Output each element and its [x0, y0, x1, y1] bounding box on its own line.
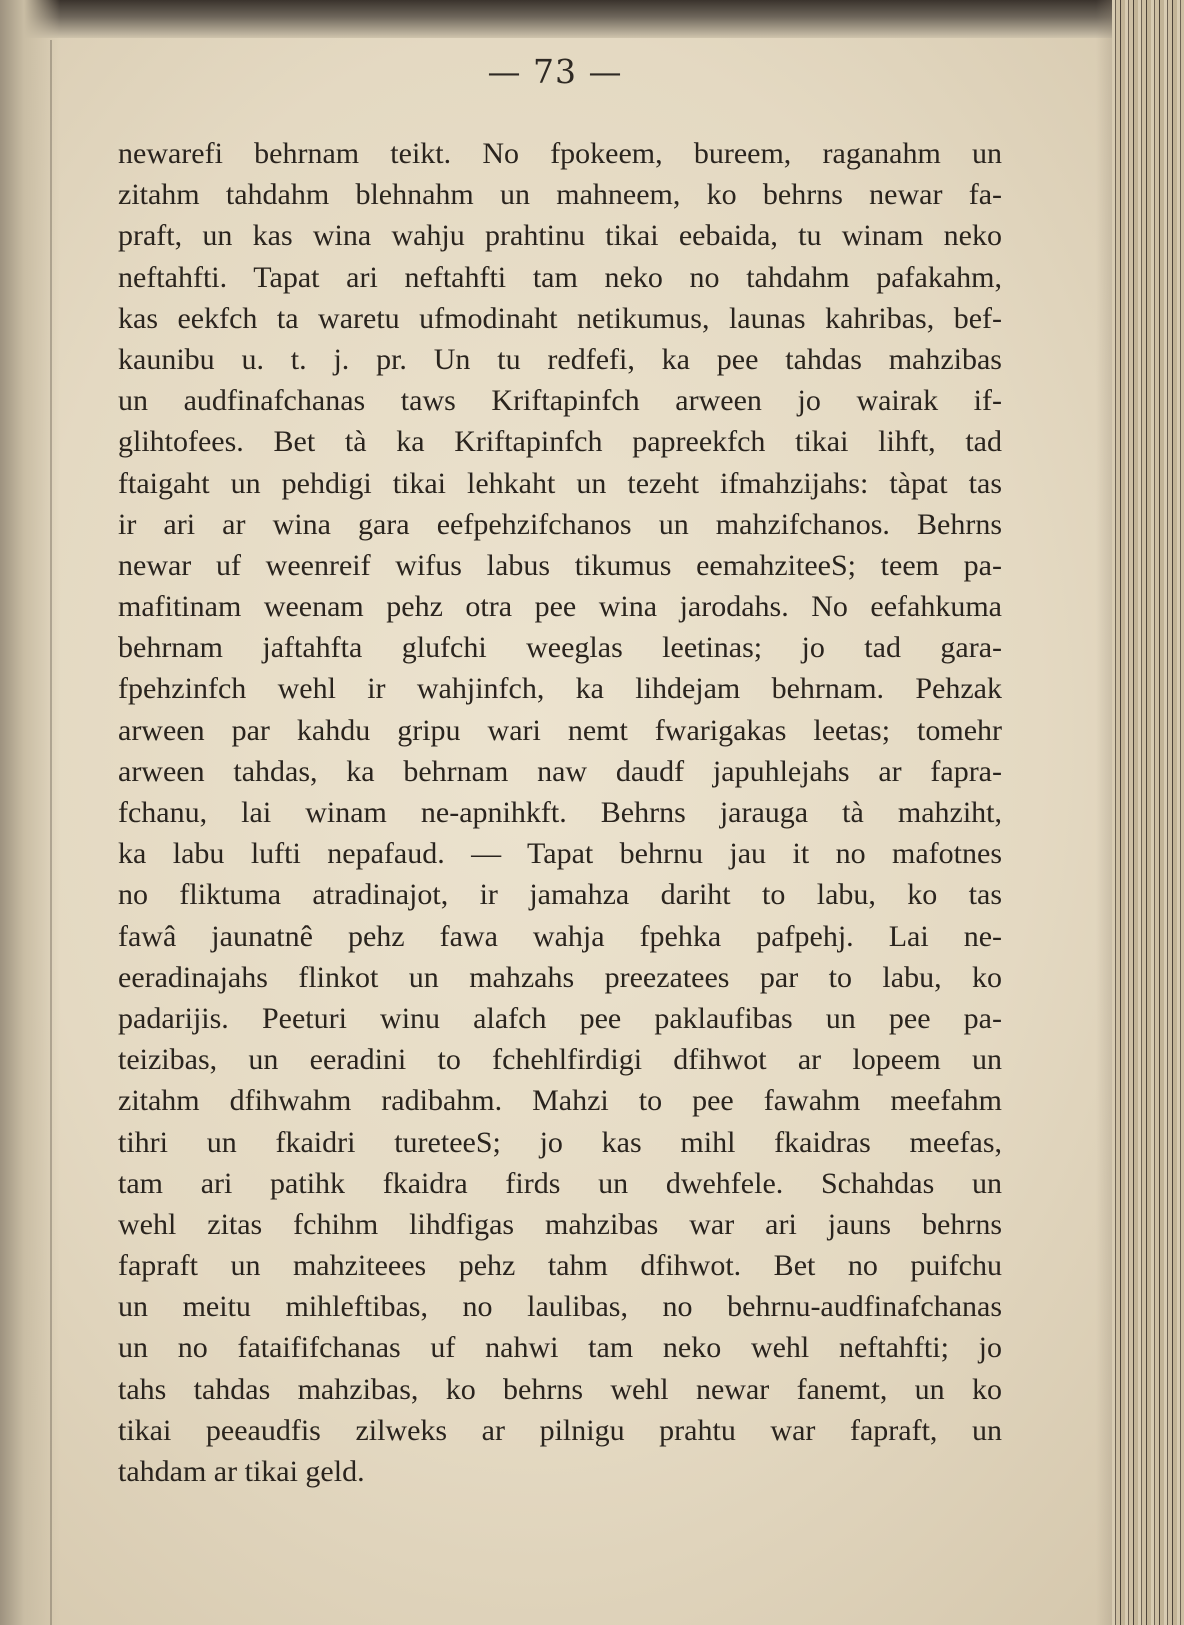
text-line: tahdam ar tikai geld.	[118, 1455, 365, 1488]
text-line: ka labu lufti nepafaud. — Tapat behrnu jau it no mafotnes	[118, 837, 1002, 871]
stacked-page-edges	[1112, 0, 1184, 1625]
text-line: behrnam jaftahfta glufchi weeglas leetinas; jo tad gara-	[118, 631, 1002, 665]
text-line: praft, un kas wina wahju prahtinu tikai eebaida, tu winam neko	[118, 219, 1002, 253]
text-line: tikai peeaudfis zilweks ar pilnigu prahtu war fapraft, un	[118, 1413, 1002, 1447]
text-line: kaunibu u. t. j. pr. Un tu redfefi, ka pee tahdas mahzibas	[118, 342, 1002, 376]
binding-gutter-line	[50, 40, 52, 1625]
text-line: un audfinafchanas taws Kriftapinfch arween jo wairak if-	[118, 384, 1002, 418]
text-line: fpehzinfch wehl ir wahjinfch, ka lihdejam behrnam. Pehzak	[118, 672, 1002, 706]
text-line: glihtofees. Bet tà ka Kriftapinfch papreekfch tikai lihft, tad	[118, 425, 1002, 459]
text-line: teizibas, un eeradini to fchehlfirdigi dfihwot ar lopeem un	[118, 1043, 1002, 1077]
text-line: arween par kahdu gripu wari nemt fwarigakas leetas; tomehr	[118, 713, 1002, 747]
text-line: zitahm tahdahm blehnahm un mahneem, ko behrns newar fa-	[118, 178, 1002, 212]
text-line: newar uf weenreif wifus labus tikumus eemahziteeS; teem pa-	[118, 548, 1002, 582]
text-line: un no fataififchanas uf nahwi tam neko wehl neftahfti; jo	[118, 1331, 1002, 1365]
page-number-header: — 73 —	[487, 52, 623, 91]
text-line: eeradinajahs flinkot un mahzahs preezatees par to labu, ko	[118, 960, 1002, 994]
text-line: padarijis. Peeturi winu alafch pee paklaufibas un pee pa-	[118, 1001, 1002, 1035]
text-line: kas eekfch ta waretu ufmodinaht netikumus, launas kahribas, bef-	[118, 301, 1002, 335]
text-line: zitahm dfihwahm radibahm. Mahzi to pee fawahm meefahm	[118, 1084, 1002, 1118]
page-top-edge	[0, 0, 1184, 38]
text-line: ftaigaht un pehdigi tikai lehkaht un tezeht ifmahzijahs: tàpat tas	[118, 466, 1002, 500]
text-line: fchanu, lai winam ne-apnihkft. Behrns jarauga tà mahziht,	[118, 796, 1002, 829]
text-line: tahs tahdas mahzibas, ko behrns wehl newar fanemt, un ko	[118, 1372, 1002, 1406]
text-line: fapraft un mahziteees pehz tahm dfihwot. Bet no puifchu	[118, 1249, 1002, 1283]
text-line: wehl zitas fchihm lihdfigas mahzibas war ari jauns behrns	[118, 1207, 1002, 1241]
body-text	[118, 133, 1002, 1492]
text-line: no fliktuma atradinajot, ir jamahza dariht to labu, ko tas	[118, 878, 1002, 912]
text-line: fawâ jaunatnê pehz fawa wahja fpehka pafpehj. Lai ne-	[118, 919, 1002, 953]
text-line: ir ari ar wina gara eefpehzifchanos un mahzifchanos. Behrns	[118, 507, 1002, 541]
text-line: mafitinam weenam pehz otra pee wina jarodahs. No eefahkuma	[118, 590, 1002, 624]
text-line: neftahfti. Tapat ari neftahfti tam neko no tahdahm pafakahm,	[118, 260, 1002, 294]
text-line: un meitu mihleftibas, no laulibas, no behrnu-audfinafchanas	[118, 1290, 1002, 1324]
text-line: arween tahdas, ka behrnam naw daudf japuhlejahs ar fapra-	[118, 754, 1002, 788]
text-line: newarefi behrnam teikt. No fpokeem, bureem, raganahm un	[118, 137, 1002, 170]
text-line: tihri un fkaidri tureteeS; jo kas mihl fkaidras meefas,	[118, 1125, 1002, 1159]
text-line: tam ari patihk fkaidra firds un dwehfele. Schahdas un	[118, 1166, 1002, 1200]
